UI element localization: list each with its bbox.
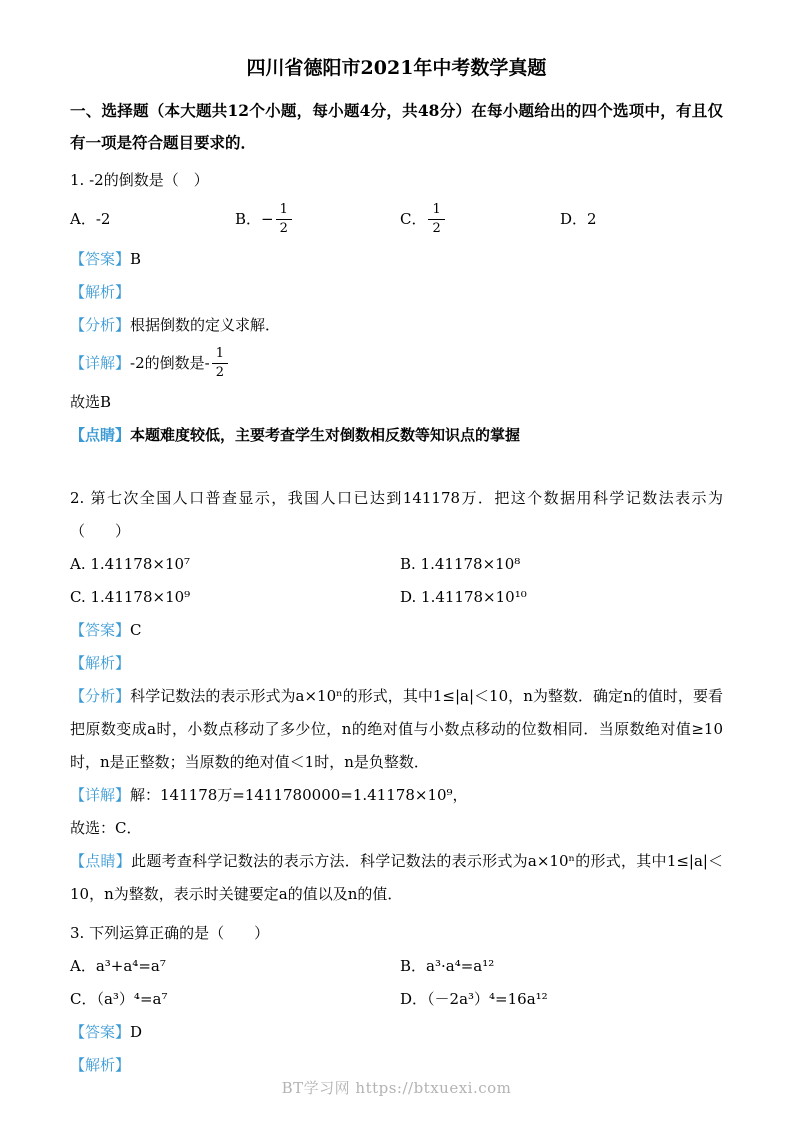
q1-option-a [70, 209, 235, 230]
q1-conclusion: 故选B [70, 392, 112, 411]
answer-label: 【答案】 [70, 620, 131, 639]
q3-option-b-text: B．a³·a⁴=a¹² [400, 956, 495, 975]
q1-option-d-text: D．2 [560, 210, 597, 229]
section-header: 一、选择题（本大题共12个小题，每小题4分，共48分）在每小题给出的四个选项中，有且仅有一项是符合题目要求的． [70, 100, 723, 153]
q1-option-b [235, 202, 400, 238]
q2-option-b [400, 548, 723, 581]
q1-option-c [400, 202, 560, 238]
xiangjie-label: 【详解】 [70, 354, 131, 373]
q3-options-row-1 [70, 950, 723, 983]
q2-option-a [70, 548, 400, 581]
fenxi-label: 【分析】 [70, 686, 131, 705]
answer-label: 【答案】 [70, 249, 131, 268]
q1-options [70, 197, 723, 243]
question-3 [70, 917, 723, 1082]
jiexi-label: 【解析】 [70, 653, 131, 672]
q1-option-d [560, 209, 723, 230]
fraction-numerator: 1 [276, 202, 292, 220]
q2-conclusion: 故选：C． [70, 818, 142, 837]
fraction-denominator: 2 [215, 364, 224, 380]
q1-answer-line [70, 243, 723, 276]
question-2 [70, 482, 723, 911]
q1-fenxi-text: 根据倒数的定义求解． [130, 315, 281, 334]
question-1 [70, 164, 723, 452]
answer-label: 【答案】 [70, 1022, 131, 1041]
q3-stem: 3. 下列运算正确的是（ ） [70, 923, 270, 942]
q2-stem: 2. 第七次全国人口普查显示，我国人口已达到141178万．把这个数据用科学记数法表示为（ ） [70, 488, 723, 540]
dianjing-label: 【点睛】 [70, 851, 132, 870]
fenxi-label: 【分析】 [70, 315, 131, 334]
q3-option-d-text: D．（－2a³）⁴=16a¹² [400, 989, 548, 1008]
jiexi-label: 【解析】 [70, 282, 131, 301]
q2-answer-line [70, 614, 723, 647]
q2-options-row-2 [70, 581, 723, 614]
q3-option-a-text: A．a³+a⁴=a⁷ [70, 956, 166, 975]
q2-options-row-1 [70, 548, 723, 581]
q3-answer-line [70, 1016, 723, 1049]
q2-answer-value: C [130, 620, 142, 639]
q1-option-a-text: A．-2 [70, 210, 111, 229]
q1-dianjing-line [70, 419, 723, 452]
q2-dianjing-text: 此题考查科学记数法的表示方法．科学记数法的表示形式为a×10ⁿ的形式，其中1≤|a|＜10，n为整数，表示时关键要定a的值以及n的值． [70, 851, 723, 903]
q2-option-d [400, 581, 723, 614]
q3-options-row-2 [70, 983, 723, 1016]
q1-fenxi-line [70, 309, 723, 342]
xiangjie-label: 【详解】 [70, 785, 131, 804]
q3-option-c-text: C．（a³）⁴=a⁷ [70, 989, 168, 1008]
q1-jiexi-line [70, 276, 723, 309]
q2-xiangjie-text: 解：141178万=1411780000=1.41178×10⁹， [130, 785, 468, 804]
q3-option-c [70, 983, 400, 1016]
q3-answer-value: D [130, 1022, 143, 1041]
fraction-numerator: 1 [428, 202, 444, 220]
minus-sign: − [261, 210, 274, 229]
q3-option-a [70, 950, 400, 983]
jiexi-label: 【解析】 [70, 1055, 131, 1074]
fraction [212, 346, 228, 382]
q1-stem: 1. -2的倒数是（ ） [70, 170, 209, 189]
q1-option-c-label: C． [400, 210, 427, 229]
fraction [428, 202, 444, 238]
q2-xiangjie-line [70, 779, 723, 812]
q2-option-a-text: A. 1.41178×10⁷ [70, 554, 191, 573]
fraction-denominator: 2 [279, 220, 288, 236]
q2-fenxi-line [70, 680, 723, 779]
q1-answer-value: B [130, 249, 142, 268]
q2-dianjing-line [70, 845, 723, 911]
fraction-denominator: 2 [432, 220, 441, 236]
q2-option-c [70, 581, 400, 614]
q1-dianjing-text: 本题难度较低，主要考查学生对倒数相反数等知识点的掌握 [130, 425, 521, 444]
q2-fenxi-text: 科学记数法的表示形式为a×10ⁿ的形式，其中1≤|a|＜10，n为整数．确定n的值时，要看把原数变成a时，小数点移动了多少位，n的绝对值与小数点移动的位数相同．当原数绝对值≥10时，n是正整数；当原数的绝对值＜1时，n是负整数． [70, 686, 723, 771]
q3-option-b [400, 950, 723, 983]
q2-option-c-text: C. 1.41178×10⁹ [70, 587, 191, 606]
fraction-numerator: 1 [212, 346, 228, 364]
q3-option-d [400, 983, 723, 1016]
q1-xiangjie-text: -2的倒数是- [130, 354, 210, 373]
q1-option-b-label: B． [235, 210, 262, 229]
page-title: 四川省德阳市2021年中考数学真题 [246, 57, 547, 79]
fraction [276, 202, 292, 238]
q2-jiexi-line [70, 647, 723, 680]
q1-xiangjie-line [70, 342, 723, 386]
watermark-footer: BT学习网 https://btxuexi.com [281, 1079, 512, 1097]
dianjing-label: 【点睛】 [70, 425, 131, 444]
q2-option-b-text: B. 1.41178×10⁸ [400, 554, 521, 573]
q2-option-d-text: D. 1.41178×10¹⁰ [400, 587, 527, 606]
